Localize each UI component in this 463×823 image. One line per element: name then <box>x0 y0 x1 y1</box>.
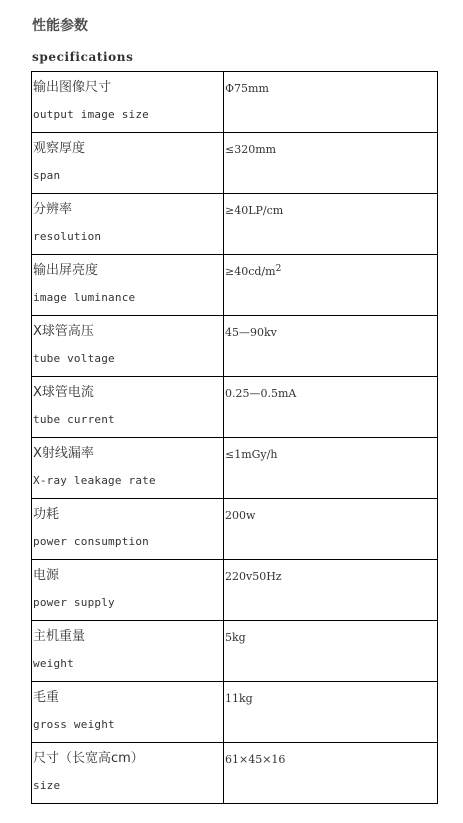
spec-value-cell <box>224 682 438 743</box>
table-row <box>32 560 438 621</box>
spec-name-english: span <box>33 169 61 182</box>
spec-name-english: power consumption <box>33 535 149 548</box>
spec-name-chinese: 主机重量 <box>33 629 86 644</box>
spec-name-cell <box>32 743 224 804</box>
spec-value-cell <box>224 72 438 133</box>
spec-name-cell <box>32 438 224 499</box>
page-title: 性能参数 <box>32 18 88 34</box>
spec-value: 11kg <box>225 692 253 705</box>
spec-value: 61×45×16 <box>225 753 286 766</box>
spec-value: 0.25—0.5mA <box>225 387 297 400</box>
table-row <box>32 377 438 438</box>
spec-value-cell <box>224 560 438 621</box>
spec-name-cell <box>32 194 224 255</box>
spec-value: 45—90kv <box>225 326 277 339</box>
spec-name-cell <box>32 316 224 377</box>
spec-name-chinese: 尺寸（长宽高cm） <box>33 751 144 766</box>
spec-value-cell <box>224 621 438 682</box>
spec-value-cell <box>224 438 438 499</box>
table-row <box>32 743 438 804</box>
specifications-table <box>31 71 438 804</box>
spec-name-chinese: 输出图像尺寸 <box>33 80 112 95</box>
spec-value: ≥40cd/m <box>225 265 276 278</box>
spec-name-english: image luminance <box>33 291 136 304</box>
spec-name-english: gross weight <box>33 718 115 731</box>
spec-name-cell <box>32 682 224 743</box>
spec-value-cell <box>224 255 438 316</box>
table-row <box>32 72 438 133</box>
spec-value-cell <box>224 316 438 377</box>
spec-value: ≥40LP/cm <box>225 204 284 217</box>
spec-value: 200w <box>225 509 256 522</box>
spec-name-english: power supply <box>33 596 115 609</box>
spec-name-cell <box>32 72 224 133</box>
table-row <box>32 194 438 255</box>
spec-value: 5kg <box>225 631 246 644</box>
spec-name-chinese: 电源 <box>33 568 60 583</box>
table-row <box>32 438 438 499</box>
spec-name-english: size <box>33 779 61 792</box>
table-row <box>32 621 438 682</box>
page-subtitle: specifications <box>32 50 134 64</box>
spec-name-english: tube voltage <box>33 352 115 365</box>
table-row <box>32 133 438 194</box>
table-row <box>32 316 438 377</box>
spec-value-cell <box>224 499 438 560</box>
spec-value-cell <box>224 377 438 438</box>
spec-value: ≤1mGy/h <box>225 448 278 461</box>
spec-name-english: X-ray leakage rate <box>33 474 156 487</box>
spec-name-chinese: X射线漏率 <box>33 446 94 461</box>
table-row <box>32 682 438 743</box>
spec-value-cell <box>224 743 438 804</box>
spec-value-exponent: 2 <box>275 264 282 274</box>
spec-name-english: tube current <box>33 413 115 426</box>
spec-name-cell <box>32 133 224 194</box>
spec-name-english: output image size <box>33 108 149 121</box>
spec-name-chinese: X球管电流 <box>33 385 94 400</box>
spec-value: 220v50Hz <box>225 570 282 583</box>
table-row <box>32 499 438 560</box>
spec-value: ≤320mm <box>225 143 277 156</box>
spec-name-chinese: X球管高压 <box>33 324 94 339</box>
spec-name-cell <box>32 377 224 438</box>
spec-name-cell <box>32 499 224 560</box>
spec-name-chinese: 毛重 <box>33 690 60 705</box>
spec-name-cell <box>32 621 224 682</box>
spec-name-cell <box>32 560 224 621</box>
spec-value-with-exponent <box>225 264 437 281</box>
table-row <box>32 255 438 316</box>
spec-value: Φ75mm <box>225 82 269 95</box>
spec-name-chinese: 观察厚度 <box>33 141 86 156</box>
spec-value-cell <box>224 133 438 194</box>
spec-name-chinese: 分辨率 <box>33 202 73 217</box>
spec-name-english: resolution <box>33 230 102 243</box>
spec-name-english: weight <box>33 657 74 670</box>
spec-name-chinese: 功耗 <box>33 507 60 522</box>
spec-value-cell <box>224 194 438 255</box>
spec-name-chinese: 输出屏亮度 <box>33 263 99 278</box>
spec-name-cell <box>32 255 224 316</box>
